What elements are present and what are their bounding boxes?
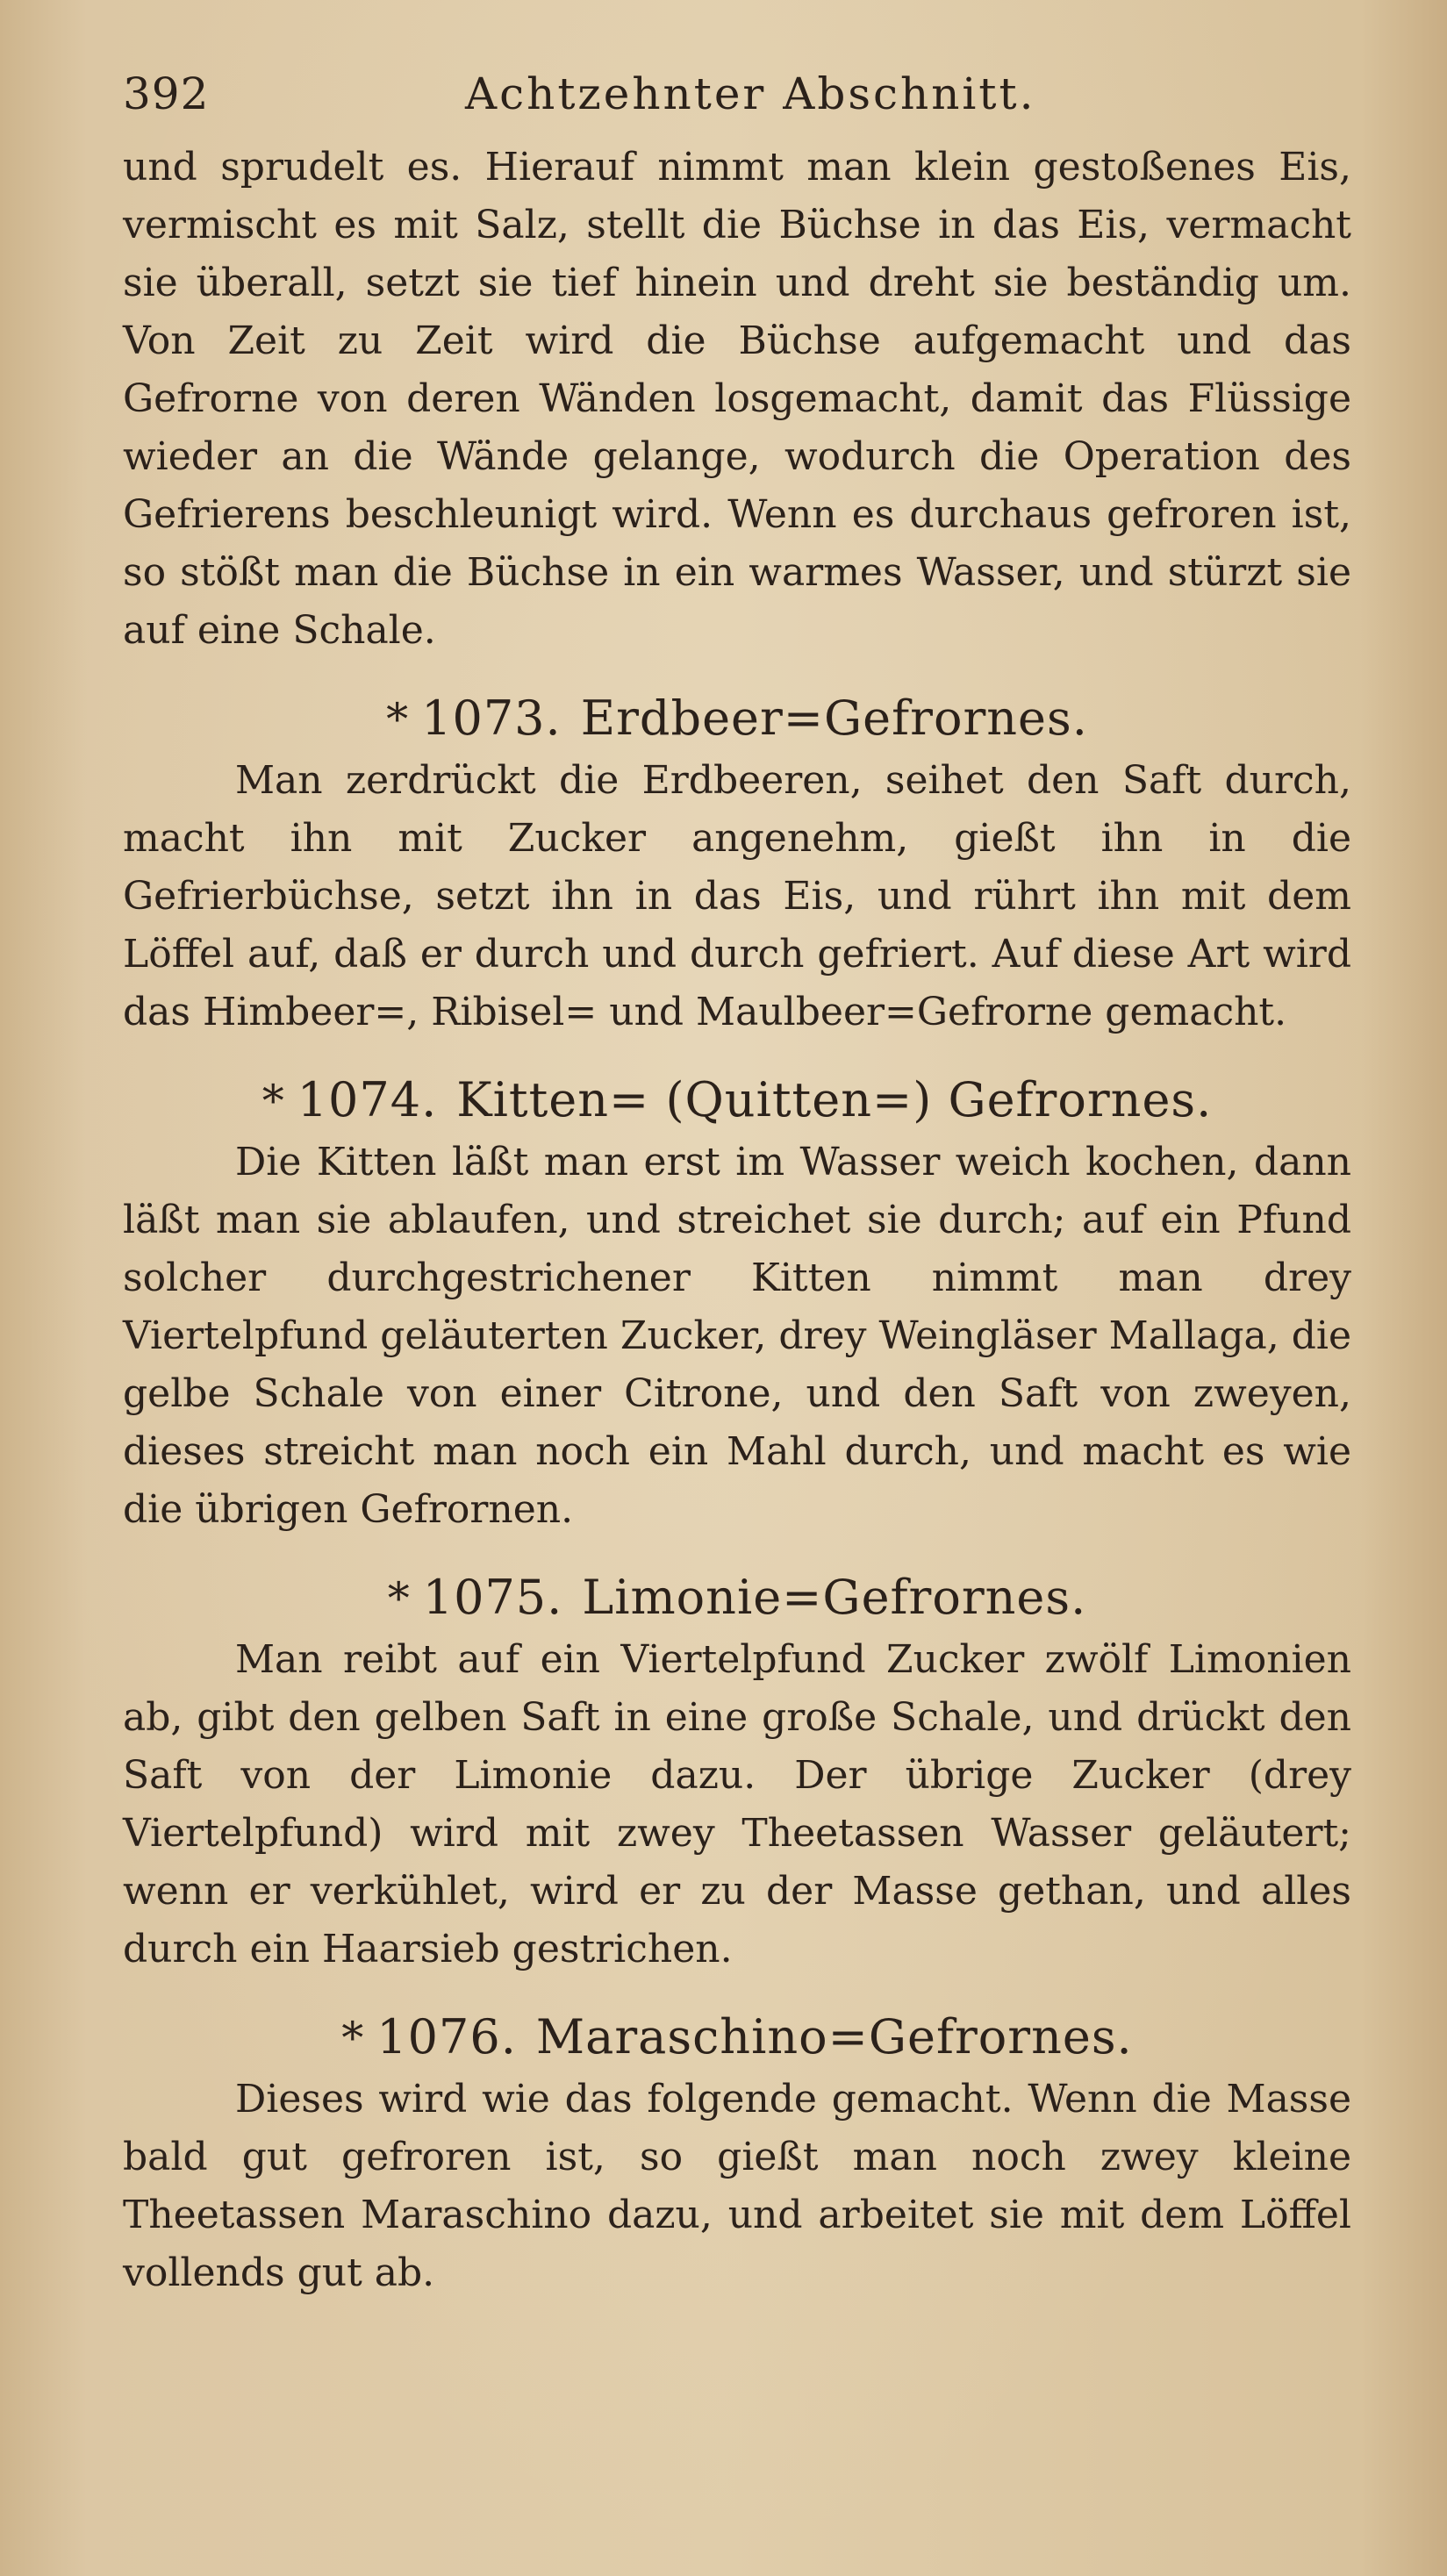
section-star: * [341,2013,365,2064]
section-star: * [386,694,410,745]
section-heading-1073 [123,686,1351,752]
section-title: Maraschino=Gefrornes. [535,2009,1133,2064]
page-header [123,68,1351,130]
section-title: Erdbeer=Gefrornes. [580,691,1088,746]
section-title: Limonie=Gefrornes. [582,1570,1087,1625]
section-star: * [261,1076,285,1127]
intro-paragraph: und sprudelt es. Hierauf nimmt man klein gestoßenes Eis, vermischt es mit Salz, stellt die Büchse in das Eis, vermacht sie überall, setzt sie tief hinein und dreht sie beständig um. Von Zeit zu Zeit wird die Büchse aufgemacht und das Gefrorne von deren Wänden losgemacht, damit das Flüssige wieder an die Wände gelange, wodurch die Operation des Gefrierens beschleunigt wird. Wenn es durchaus gefroren ist, so stößt man die Büchse in ein warmes Wasser, und stürzt sie auf eine Schale. [123,145,1351,653]
section-body-1075: Man reibt auf ein Viertelpfund Zucker zwölf Limonien ab, gibt den gelben Saft in eine große Schale, und drückt den Saft von der Limonie dazu. Der übrige Zucker (drey Viertelpfund) wird mit zwey Theetassen Wasser geläutert; wenn er verkühlet, wird er zu der Masse gethan, und alles durch ein Haarsieb gestrichen. [123,1637,1351,1971]
section-title: Kitten= (Quitten=) Gefrornes. [456,1072,1213,1127]
page-number: 392 [123,68,210,119]
section-body-1076: Dieses wird wie das folgende gemacht. Wenn die Masse bald gut gefroren ist, so gießt man noch zwey kleine Theetassen Maraschino dazu, und arbeitet sie mit dem Löffel vollends gut ab. [123,2077,1351,2295]
section-body-1074: Die Kitten läßt man erst im Wasser weich kochen, dann läßt man sie ablaufen, und streichet sie durch; auf ein Pfund solcher durchgestrichener Kitten nimmt man drey Viertelpfund geläuterten Zucker, drey Weingläser Mallaga, die gelbe Schale von einer Citrone, und den Saft von zweyen, dieses streicht man noch ein Mahl durch, und macht es wie die übrigen Gefrornen. [123,1140,1351,1532]
section-body-1073: Man zerdrückt die Erdbeeren, seihet den Saft durch, macht ihn mit Zucker angenehm, gießt ihn in die Gefrierbüchse, setzt ihn in das Eis, und rührt ihn mit dem Löffel auf, daß er durch und durch gefriert. Auf diese Art wird das Himbeer=, Ribisel= und Maulbeer=Gefrorne gemacht. [123,758,1351,1034]
section-number: 1076. [376,2009,517,2064]
section-heading-1076 [123,2005,1351,2071]
section-star: * [387,1573,411,1624]
section-number: 1074. [297,1072,438,1127]
section-number: 1075. [422,1570,563,1625]
section-heading-1075 [123,1565,1351,1631]
section-heading-1074 [123,1068,1351,1134]
page-content [123,139,1351,2302]
section-number: 1073. [421,691,562,746]
running-head: Achtzehnter Abschnitt. [465,68,1036,119]
